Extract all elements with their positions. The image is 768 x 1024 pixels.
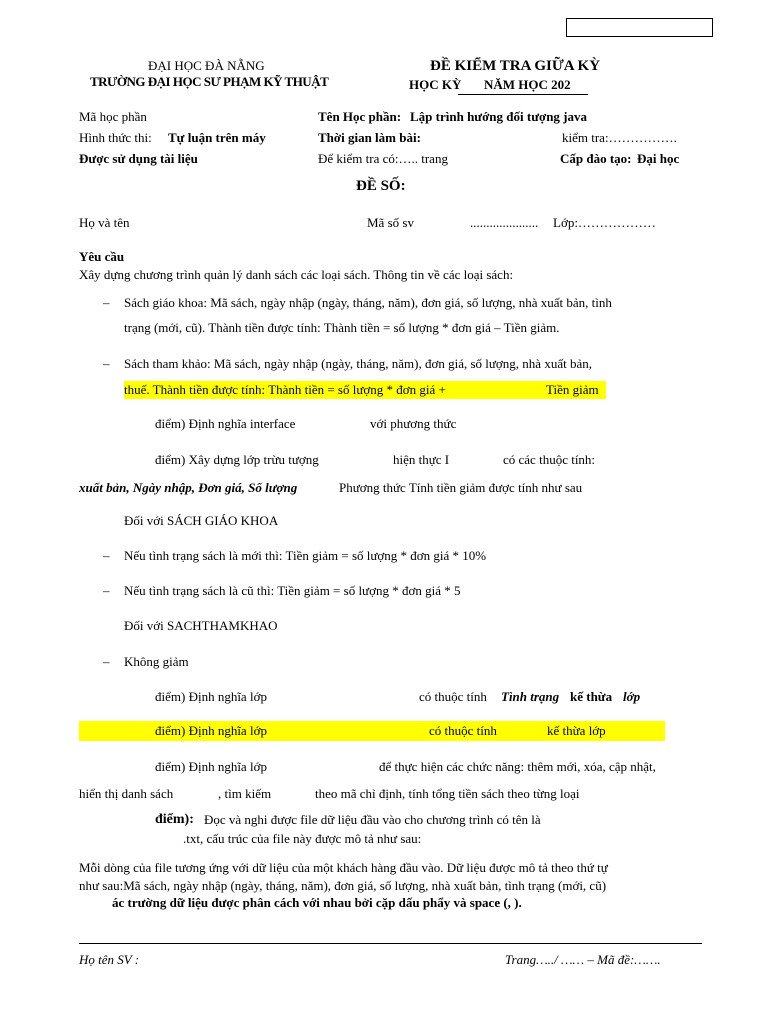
footer-page: Trang…../ …… – Mã đề:……. (505, 952, 661, 967)
para-line1: Mỗi dòng của file tương ứng với dữ liệu của một khách hàng đầu vào. Dữ liệu được mô tả theo thứ tự (79, 860, 608, 875)
bullet-textbook-line1: Sách giáo khoa: Mã sách, ngày nhập (ngày, tháng, năm), đơn giá, số lượng, nhà xuất bản, tình (124, 295, 612, 310)
q3-status: Tình trạng (501, 689, 560, 704)
q1-method: với phương thức (370, 416, 457, 431)
school-name: TRƯỜNG ĐẠI HỌC SƯ PHẠM KỸ THUẬT (90, 74, 329, 89)
materials-label: Được sử dụng tài liệu (79, 151, 198, 166)
exam-title: ĐỀ KIỂM TRA GIỮA KỲ (430, 58, 601, 74)
q4-text: điểm) Định nghĩa lớp (155, 723, 267, 738)
q2-implements: hiện thực I (393, 452, 450, 467)
q6-file: .txt, cấu trúc của file này được mô tả như sau: (183, 831, 422, 846)
q3-text: điểm) Định nghĩa lớp (155, 689, 267, 704)
q5-functions: để thực hiện các chức năng: thêm mới, xóa, cập nhật, (379, 759, 656, 774)
q4-attr: có thuộc tính (429, 723, 497, 738)
q1-text: điểm) Định nghĩa interface (155, 416, 296, 431)
bullet-textbook-line2: trạng (mới, cũ). Thành tiền được tính: Thành tiền = số lượng * đơn giá – Tiền giảm. (124, 320, 560, 335)
bullet-dash: – (103, 295, 110, 310)
q6-text: Đọc và nghi được file dữ liệu đầu vào cho chương trình có tên là (204, 812, 541, 827)
bullet-reference-line2b: Tiền giảm (546, 382, 599, 397)
q3-inherit: kế thừa (570, 689, 613, 704)
q3-attr: có thuộc tính (419, 689, 487, 704)
q5-display: hiển thị danh sách (79, 786, 174, 801)
check-label: kiểm tra:……………. (562, 130, 677, 145)
university-name: ĐẠI HỌC ĐÀ NẴNG (148, 58, 265, 73)
course-name: Lập trình hướng đối tượng java (410, 109, 588, 124)
student-name-label: Họ và tên (79, 215, 130, 230)
condition-old: Nếu tình trạng sách là cũ thì: Tiền giảm = số lượng * đơn giá * 5 (124, 583, 461, 598)
q5-search: , tìm kiếm (218, 786, 272, 801)
bullet-reference-line1: Sách tham khảo: Mã sách, ngày nhập (ngày, tháng, năm), đơn giá, số lượng, nhà xuất bản, (124, 356, 592, 371)
q6-points: điểm): (155, 812, 194, 827)
attrs-list: xuất bản, Ngày nhập, Đơn giá, Số lượng (79, 480, 298, 495)
bullet-reference-line2a: thuế. Thành tiền được tính: Thành tiền = số lượng * đơn giá + (124, 382, 446, 397)
semester-underline (458, 94, 588, 95)
para-line3: ác trường dữ liệu được phân cách với nhau bởi cặp dấu phẩy và space (, ). (112, 895, 522, 910)
student-id-label: Mã số sv (367, 215, 414, 230)
exam-form: Tự luận trên máy (168, 130, 266, 145)
para-line2: như sau:Mã sách, ngày nhập (ngày, tháng, năm), đơn giá, số lượng, nhà xuất bản, tình trạng (mới, cũ) (79, 878, 607, 893)
level-label: Cấp đào tạo: (560, 151, 632, 166)
intro-text: Xây dựng chương trình quản lý danh sách các loại sách. Thông tin về các loại sách: (79, 267, 514, 282)
pages-label: Để kiểm tra có:….. trang (318, 151, 448, 166)
textbook-header: Đối với SÁCH GIÁO KHOA (124, 513, 279, 528)
level: Đại học (637, 151, 680, 166)
q5-rest: theo mã chỉ định, tính tổng tiền sách theo từng loại (315, 786, 580, 801)
duration-label: Thời gian làm bài: (318, 130, 421, 145)
q2-attrs: có các thuộc tính: (503, 452, 596, 467)
requirements-title: Yêu cầu (79, 249, 125, 264)
q3-class: lớp (623, 689, 641, 704)
q5-text: điểm) Định nghĩa lớp (155, 759, 267, 774)
bullet-dash: – (103, 356, 110, 371)
condition-none: Không giảm (124, 654, 189, 669)
exam-number: ĐỀ SỐ: (356, 178, 406, 194)
class-label: Lớp:……………… (553, 215, 656, 230)
footer-divider (79, 943, 702, 944)
year-label: NĂM HỌC 202 (484, 77, 571, 92)
course-name-label: Tên Học phần: (318, 109, 402, 124)
reference-header: Đối với SACHTHAMKHAO (124, 618, 278, 633)
condition-new: Nếu tình trạng sách là mới thì: Tiền giảm = số lượng * đơn giá * 10% (124, 548, 487, 563)
q4-inherit: kế thừa lớp (547, 723, 606, 738)
bullet-dash: – (103, 548, 110, 563)
semester-label: HỌC KỲ (409, 77, 462, 92)
exam-code-box (566, 18, 713, 37)
bullet-dash: – (103, 654, 110, 669)
bullet-dash: – (103, 583, 110, 598)
q2-text: điểm) Xây dựng lớp trừu tượng (155, 452, 319, 467)
course-code-label: Mã học phần (79, 109, 147, 124)
exam-form-label: Hình thức thi: (79, 130, 152, 145)
student-id-dots: ..................... (470, 215, 539, 230)
footer-student-name: Họ tên SV : (79, 952, 140, 967)
attrs-method: Phương thức Tính tiền giảm được tính như sau (339, 480, 583, 495)
